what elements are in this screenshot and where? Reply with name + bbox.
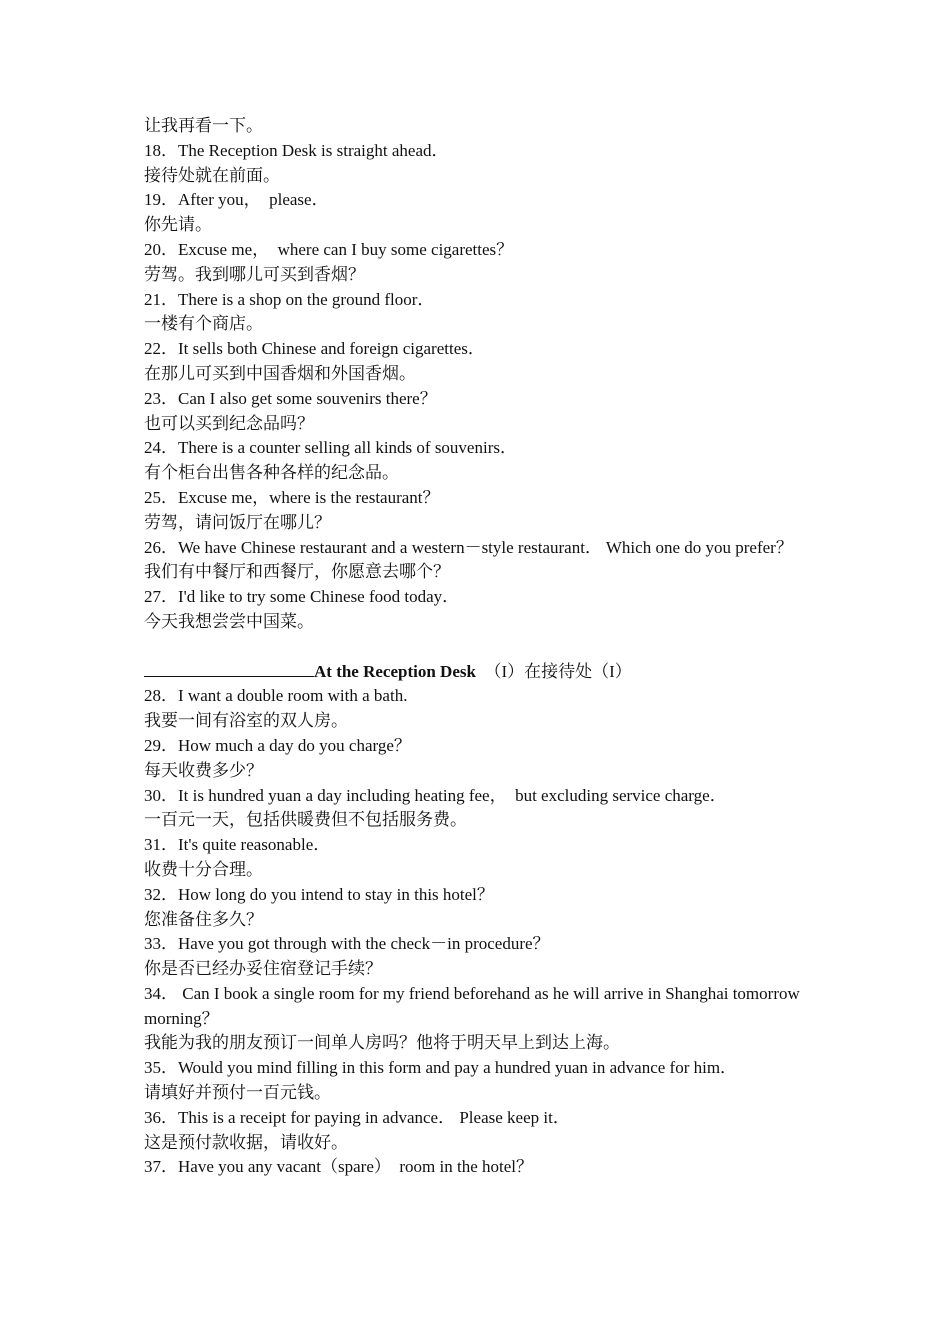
text-line: 收费十分合理。 xyxy=(144,859,263,879)
text-line: 33．Have you got through with the check－in procedure？ xyxy=(144,934,550,954)
text-line: 18．The Reception Desk is straight ahead． xyxy=(144,140,449,160)
text-line: 34． Can I book a single room for my friend beforehand as he will arrive in Shanghai tomorrow morning？ xyxy=(144,983,800,1028)
text-line: 我能为我的朋友预订一间单人房吗？他将于明天早上到达上海。 xyxy=(144,1033,620,1053)
text-line: 22．It sells both Chinese and foreign cigarettes． xyxy=(144,339,485,359)
text-line: 27．I'd like to try some Chinese food today． xyxy=(144,587,460,607)
text-line: 30．It is hundred yuan a day including heating fee， but excluding service charge． xyxy=(144,785,727,805)
text-line: 我们有中餐厅和西餐厅，你愿意去哪个？ xyxy=(144,562,450,582)
text-line: 31．It's quite reasonable． xyxy=(144,835,331,855)
text-line: 今天我想尝尝中国菜。 xyxy=(144,611,314,631)
heading-underline xyxy=(144,662,314,677)
section-title-english: At the Reception Desk xyxy=(314,661,476,681)
text-line: 25．Excuse me，where is the restaurant？ xyxy=(144,487,440,507)
text-line: 37．Have you any vacant（spare） room in the hotel？ xyxy=(144,1157,534,1177)
text-line: 一百元一天，包括供暖费但不包括服务费。 xyxy=(144,810,467,830)
text-line: 20．Excuse me， where can I buy some cigarettes？ xyxy=(144,239,514,259)
document-page xyxy=(144,114,814,1180)
text-line: 这是预付款收据，请收好。 xyxy=(144,1132,348,1152)
text-line: 24．There is a counter selling all kinds of souvenirs． xyxy=(144,438,517,458)
text-line: 请填好并预付一百元钱。 xyxy=(144,1083,331,1103)
text-line: 一楼有个商店。 xyxy=(144,314,263,334)
text-line: 劳驾。我到哪儿可买到香烟？ xyxy=(144,264,365,284)
text-line: 也可以买到纪念品吗？ xyxy=(144,413,314,433)
text-line: 23．Can I also get some souvenirs there？ xyxy=(144,388,437,408)
text-line: 您准备住多久？ xyxy=(144,909,263,929)
text-line: 29．How much a day do you charge？ xyxy=(144,735,411,755)
text-line: 你是否已经办妥住宿登记手续？ xyxy=(144,959,382,979)
text-line: 28．I want a double room with a bath. xyxy=(144,686,408,706)
text-line: 35．Would you mind filling in this form and pay a hundred yuan in advance for him． xyxy=(144,1058,738,1078)
text-line: 我要一间有浴室的双人房。 xyxy=(144,711,348,731)
phrase-list-top xyxy=(144,114,814,635)
text-line: 在那儿可买到中国香烟和外国香烟。 xyxy=(144,363,416,383)
text-line: 让我再看一下。 xyxy=(144,116,263,135)
text-line: 21．There is a shop on the ground floor． xyxy=(144,289,435,309)
text-line: 26．We have Chinese restaurant and a western－style restaurant． Which one do you prefer？ xyxy=(144,537,793,557)
section-heading xyxy=(144,660,814,685)
text-line: 每天收费多少？ xyxy=(144,760,263,780)
text-line: 36．This is a receipt for paying in advance． Please keep it． xyxy=(144,1107,570,1127)
text-line: 19．After you， please． xyxy=(144,190,329,210)
section-title-chinese: （I）在接待处（I） xyxy=(484,661,632,681)
text-line: 有个柜台出售各种各样的纪念品。 xyxy=(144,463,399,483)
text-line: 32．How long do you intend to stay in this hotel？ xyxy=(144,884,494,904)
text-line: 你先请。 xyxy=(144,215,212,235)
text-line: 接待处就在前面。 xyxy=(144,165,280,185)
blank-line xyxy=(144,635,814,660)
text-line: 劳驾，请问饭厅在哪儿？ xyxy=(144,512,331,532)
phrase-list-bottom xyxy=(144,684,814,1180)
